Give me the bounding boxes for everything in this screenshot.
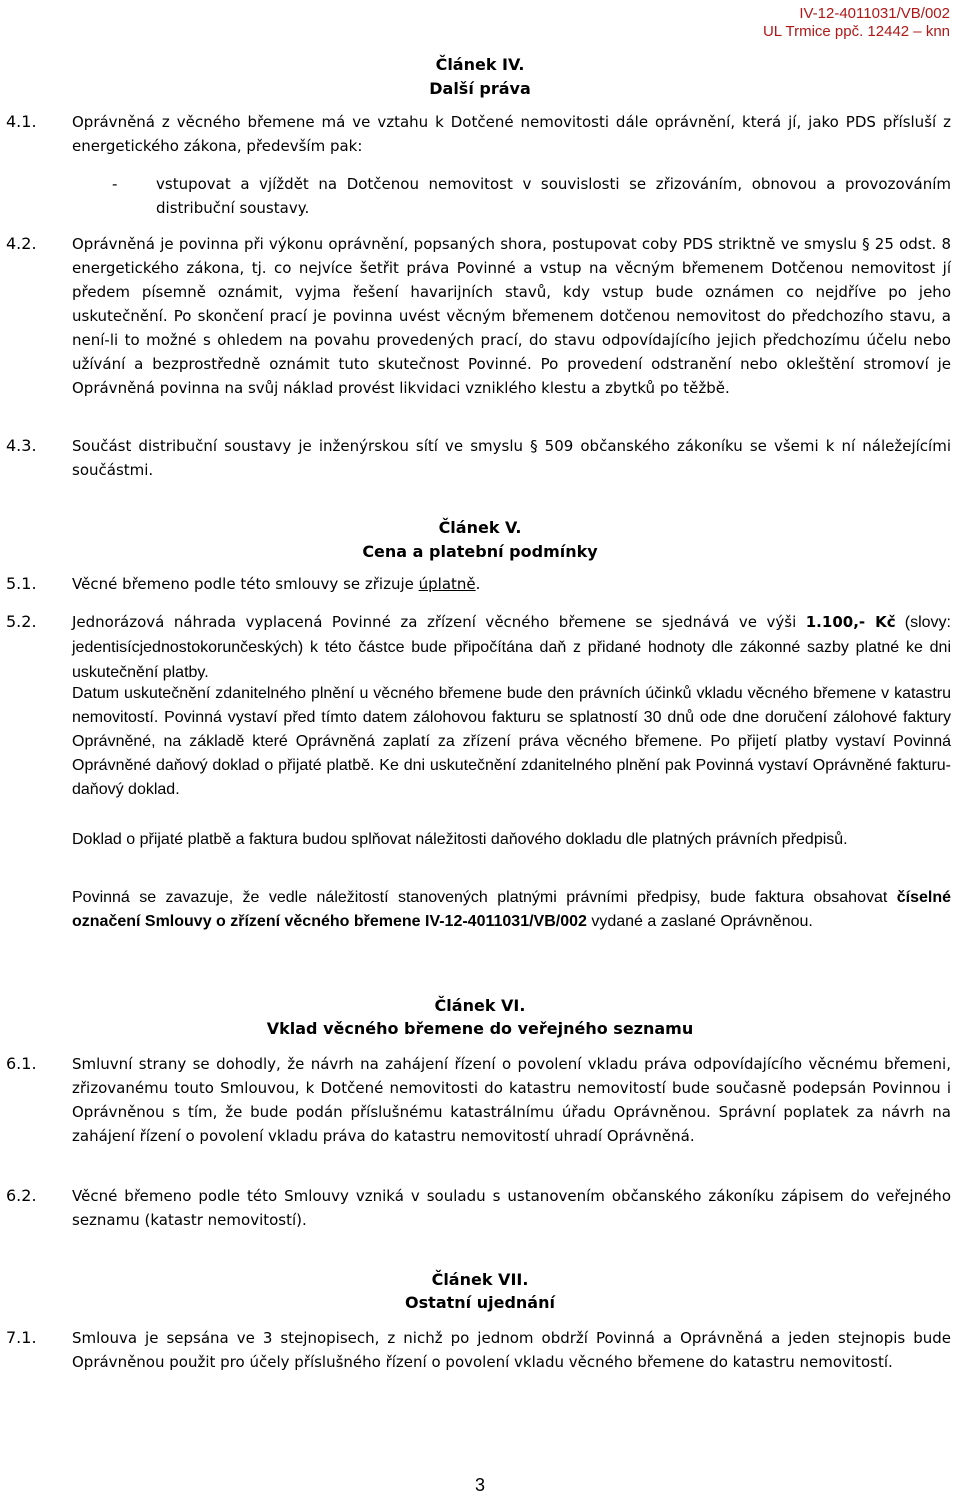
article-5-title: Článek V. [438,518,522,537]
obligation-lead: Povinná se zavazuje, že vedle náležitostí stanovených platnými právními předpisy, bude faktura obsahovat [72,889,897,906]
article-4-subtitle: Další práva [429,79,531,98]
clause-7-1-text: Smlouva je sepsána ve 3 stejnopisech, z nichž po jednom obdrží Povinná a Oprávněná a jeden stejnopis bude Oprávněnou použit pro účely příslušného řízení o povolení vkladu věcného břemene do katastru nemovitostí. [72,1329,951,1371]
clause-6-1-number: 6.1. [6,1054,37,1073]
clause-6-2-number: 6.2. [6,1186,37,1205]
clause-5-1-lead: Věcné břemeno podle této smlouvy se zřizuje [72,575,419,593]
clause-5-1-end: . [475,575,481,593]
header-contract-number: IV-12-4011031/VB/002 [799,5,950,22]
clause-5-2-obligation-text [72,886,951,934]
contract-number-bold: číselné označení Smlouvy o zřízení věcného břemene IV-12-4011031/VB/002 [72,889,951,930]
clause-5-2-document-text: Doklad o přijaté platbě a faktura budou splňovat náležitosti daňového dokladu dle platných právních předpisů. [72,831,848,848]
article-4-title: Článek IV. [435,55,525,74]
article-7-subtitle: Ostatní ujednání [405,1293,555,1312]
article-5-subtitle: Cena a platební podmínky [362,542,598,561]
bullet-marker: - [112,175,118,193]
clause-6-2-text: Věcné břemeno podle této Smlouvy vzniká v souladu s ustanovením občanského zákoníku zápisem do veřejného seznamu (katastr nemovitostí). [72,1187,951,1229]
clause-7-1-number: 7.1. [6,1328,37,1347]
clause-5-2-number: 5.2. [6,612,37,631]
clause-6-1-text: Smluvní strany se dohodly, že návrh na zahájení řízení o povolení vkladu práva odpovídajícího věcnému břemeni, zřizovanému touto Smlouvou, k Dotčené nemovitosti do katastru nemovitostí bude současně podepsán Povinnou i Oprávněnou s tím, že bude podán příslušnému katastrálnímu úřadu Oprávněnou. Správní poplatek za návrh na zahájení řízení o povolení vkladu práva do katastru nemovitostí uhradí Oprávněná. [72,1055,951,1145]
clause-4-1-text: Oprávněná z věcného břemene má ve vztahu k Dotčené nemovitosti dále oprávnění, která jí, jako PDS přísluší z energetického zákona, především pak: [72,113,951,155]
article-6-title: Článek VI. [434,996,526,1015]
clause-4-2-part-b: co nejvíce šetřit práva Povinné a vstup na věcným břemenem Dotčenou nemovitost jí předem písemně oznámit, vyjma řešení havarijních stavů, kdy vstup bude oznámen co nejdříve po jeho uskutečnění. [72,259,951,325]
clause-5-1-underlined: úplatně [418,575,476,593]
clause-4-1-number: 4.1. [6,112,37,131]
article-7-title: Článek VII. [431,1270,529,1289]
clause-5-2-text [72,610,951,685]
clause-5-2-invoice-text: Datum uskutečnění zdanitelného plnění u věcného břemene bude den právních účinků vkladu věcného břemene v katastru nemovitostí. Povinná vystaví před tímto datem zálohovou fakturu se splatností 30 dnů ode dne doručení zálohové faktury Oprávněné, na základě které Oprávněná zaplatí za zřízení práva věcného břemene. Po přijetí platby vystaví Povinná Oprávněné daňový doklad o přijaté platbě. Ke dni uskutečnění zdanitelného plnění pak Povinná vystaví Oprávněné fakturu-daňový doklad. [72,685,951,798]
clause-4-2-part-d: Po provedení odstranění nebo okleštění stromoví je Oprávněná povinna na svůj náklad provést likvidaci vzniklého klestu a zbytků po těžbě. [72,355,951,397]
clause-4-2-part-a: Oprávněná je povinna při výkonu oprávnění, popsaných shora, postupovat coby PDS striktně ve smyslu § 25 odst. 8 energetického zákona, tj. [72,235,951,277]
obligation-end: vydané a zaslané Oprávněnou. [586,913,813,930]
clause-5-2-lead: Jednorázová náhrada vyplacená Povinné za zřízení věcného břemene se sjednává ve výši [72,613,806,631]
clause-4-2-number: 4.2. [6,234,37,253]
payment-amount: 1.100,- Kč [805,613,896,631]
bullet-text: vstupovat a vjíždět na Dotčenou nemovitost v souvislosti se zřizováním, obnovou a provozováním distribuční soustavy. [156,175,951,217]
clause-5-1-number: 5.1. [6,574,37,593]
page-number: 3 [474,1475,485,1495]
clause-4-2-part-c: Po skončení prací je povinna uvést věcným břemenem dotčenou nemovitost do předchozího stavu, a není-li to možné s ohledem na povahu provedených prací, do stavu odpovídajícího jejich předchozímu účelu nebo užívání a bezprostředně oznámit tuto skutečnost Povinné. [72,307,951,373]
clause-5-1-text [72,572,951,596]
clause-4-2-text [72,232,951,400]
article-6-subtitle: Vklad věcného břemene do veřejného seznamu [266,1019,694,1038]
clause-5-2-vat: (slovy: jedentisícjednostokorunčeských) k této částce bude připočítána daň z přidané hodnoty dle zákonné sazby platné ke dni uskutečnění platby. [72,614,951,681]
header-location: UL Trmice ppč. 12442 – knn [762,23,950,40]
clause-4-3-text: Součást distribuční soustavy je inženýrskou sítí ve smyslu § 509 občanského zákoníku se všemi k ní náležejícími součástmi. [72,437,951,479]
clause-4-3-number: 4.3. [6,436,37,455]
